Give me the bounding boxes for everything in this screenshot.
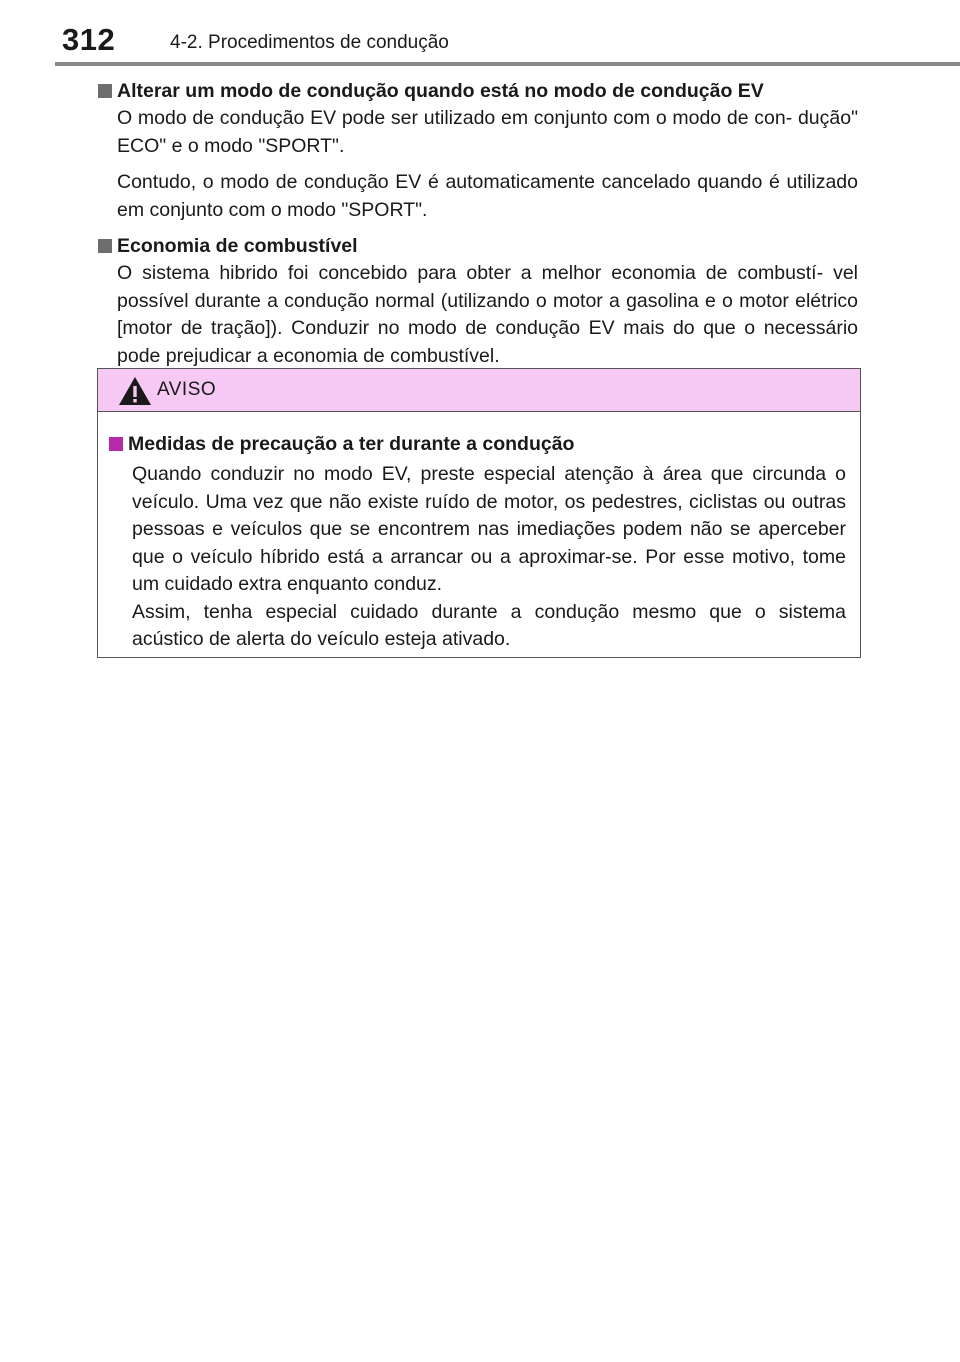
warning-label: AVISO — [157, 379, 217, 400]
paragraph: Contudo, o modo de condução EV é automaticamente cancelado quando é utilizado em conjunto com o modo "SPORT". — [117, 171, 858, 221]
warning-body — [98, 412, 860, 654]
section-fuel-economy — [98, 233, 858, 370]
warning-paragraph: Assim, tenha especial cuidado durante a condução mesmo que o sistema acústico de alerta do veículo esteja ativado. — [132, 600, 846, 650]
square-bullet-icon — [98, 84, 112, 98]
warning-box — [97, 368, 861, 658]
section-ev-mode — [98, 78, 858, 224]
square-bullet-icon — [109, 437, 123, 451]
warning-paragraph: Quando conduzir no modo EV, preste especial atenção à área que circunda o veículo. Uma vez que não existe ruído de motor, os pedestres, ciclistas ou outras pessoas e veículos que se encontrem nas imediações podem não se aperceber que o veículo híbrido está a arrancar ou a aproximar-se. Por esse motivo, tome um cuidado extra enquanto conduz. — [132, 463, 846, 595]
warning-header — [98, 369, 860, 412]
section-heading-text: Alterar um modo de condução quando está no modo de condução EV — [117, 80, 764, 102]
section-heading-text: Economia de combustível — [117, 235, 358, 257]
main-content — [98, 78, 858, 379]
chapter-title: 4-2. Procedimentos de condução — [170, 32, 449, 53]
paragraph: O modo de condução EV pode ser utilizado em conjunto com o modo de con- dução" ECO" e o modo "SPORT". — [117, 107, 858, 157]
warning-heading-text: Medidas de precaução a ter durante a condução — [128, 433, 575, 455]
warning-heading — [109, 431, 846, 458]
square-bullet-icon — [98, 239, 112, 253]
header-rule — [55, 62, 960, 66]
section-heading — [98, 78, 858, 105]
paragraph: O sistema hibrido foi concebido para obter a melhor economia de combustí- vel possível durante a condução normal (utilizando o motor a gasolina e o motor elétrico [motor de tração]). Conduzir no modo de condução EV mais do que o necessário pode prejudicar a economia de combustível. — [117, 262, 858, 367]
section-heading — [98, 233, 858, 260]
warning-triangle-icon — [118, 376, 152, 406]
page-header — [0, 0, 960, 62]
page-number: 312 — [62, 22, 116, 57]
